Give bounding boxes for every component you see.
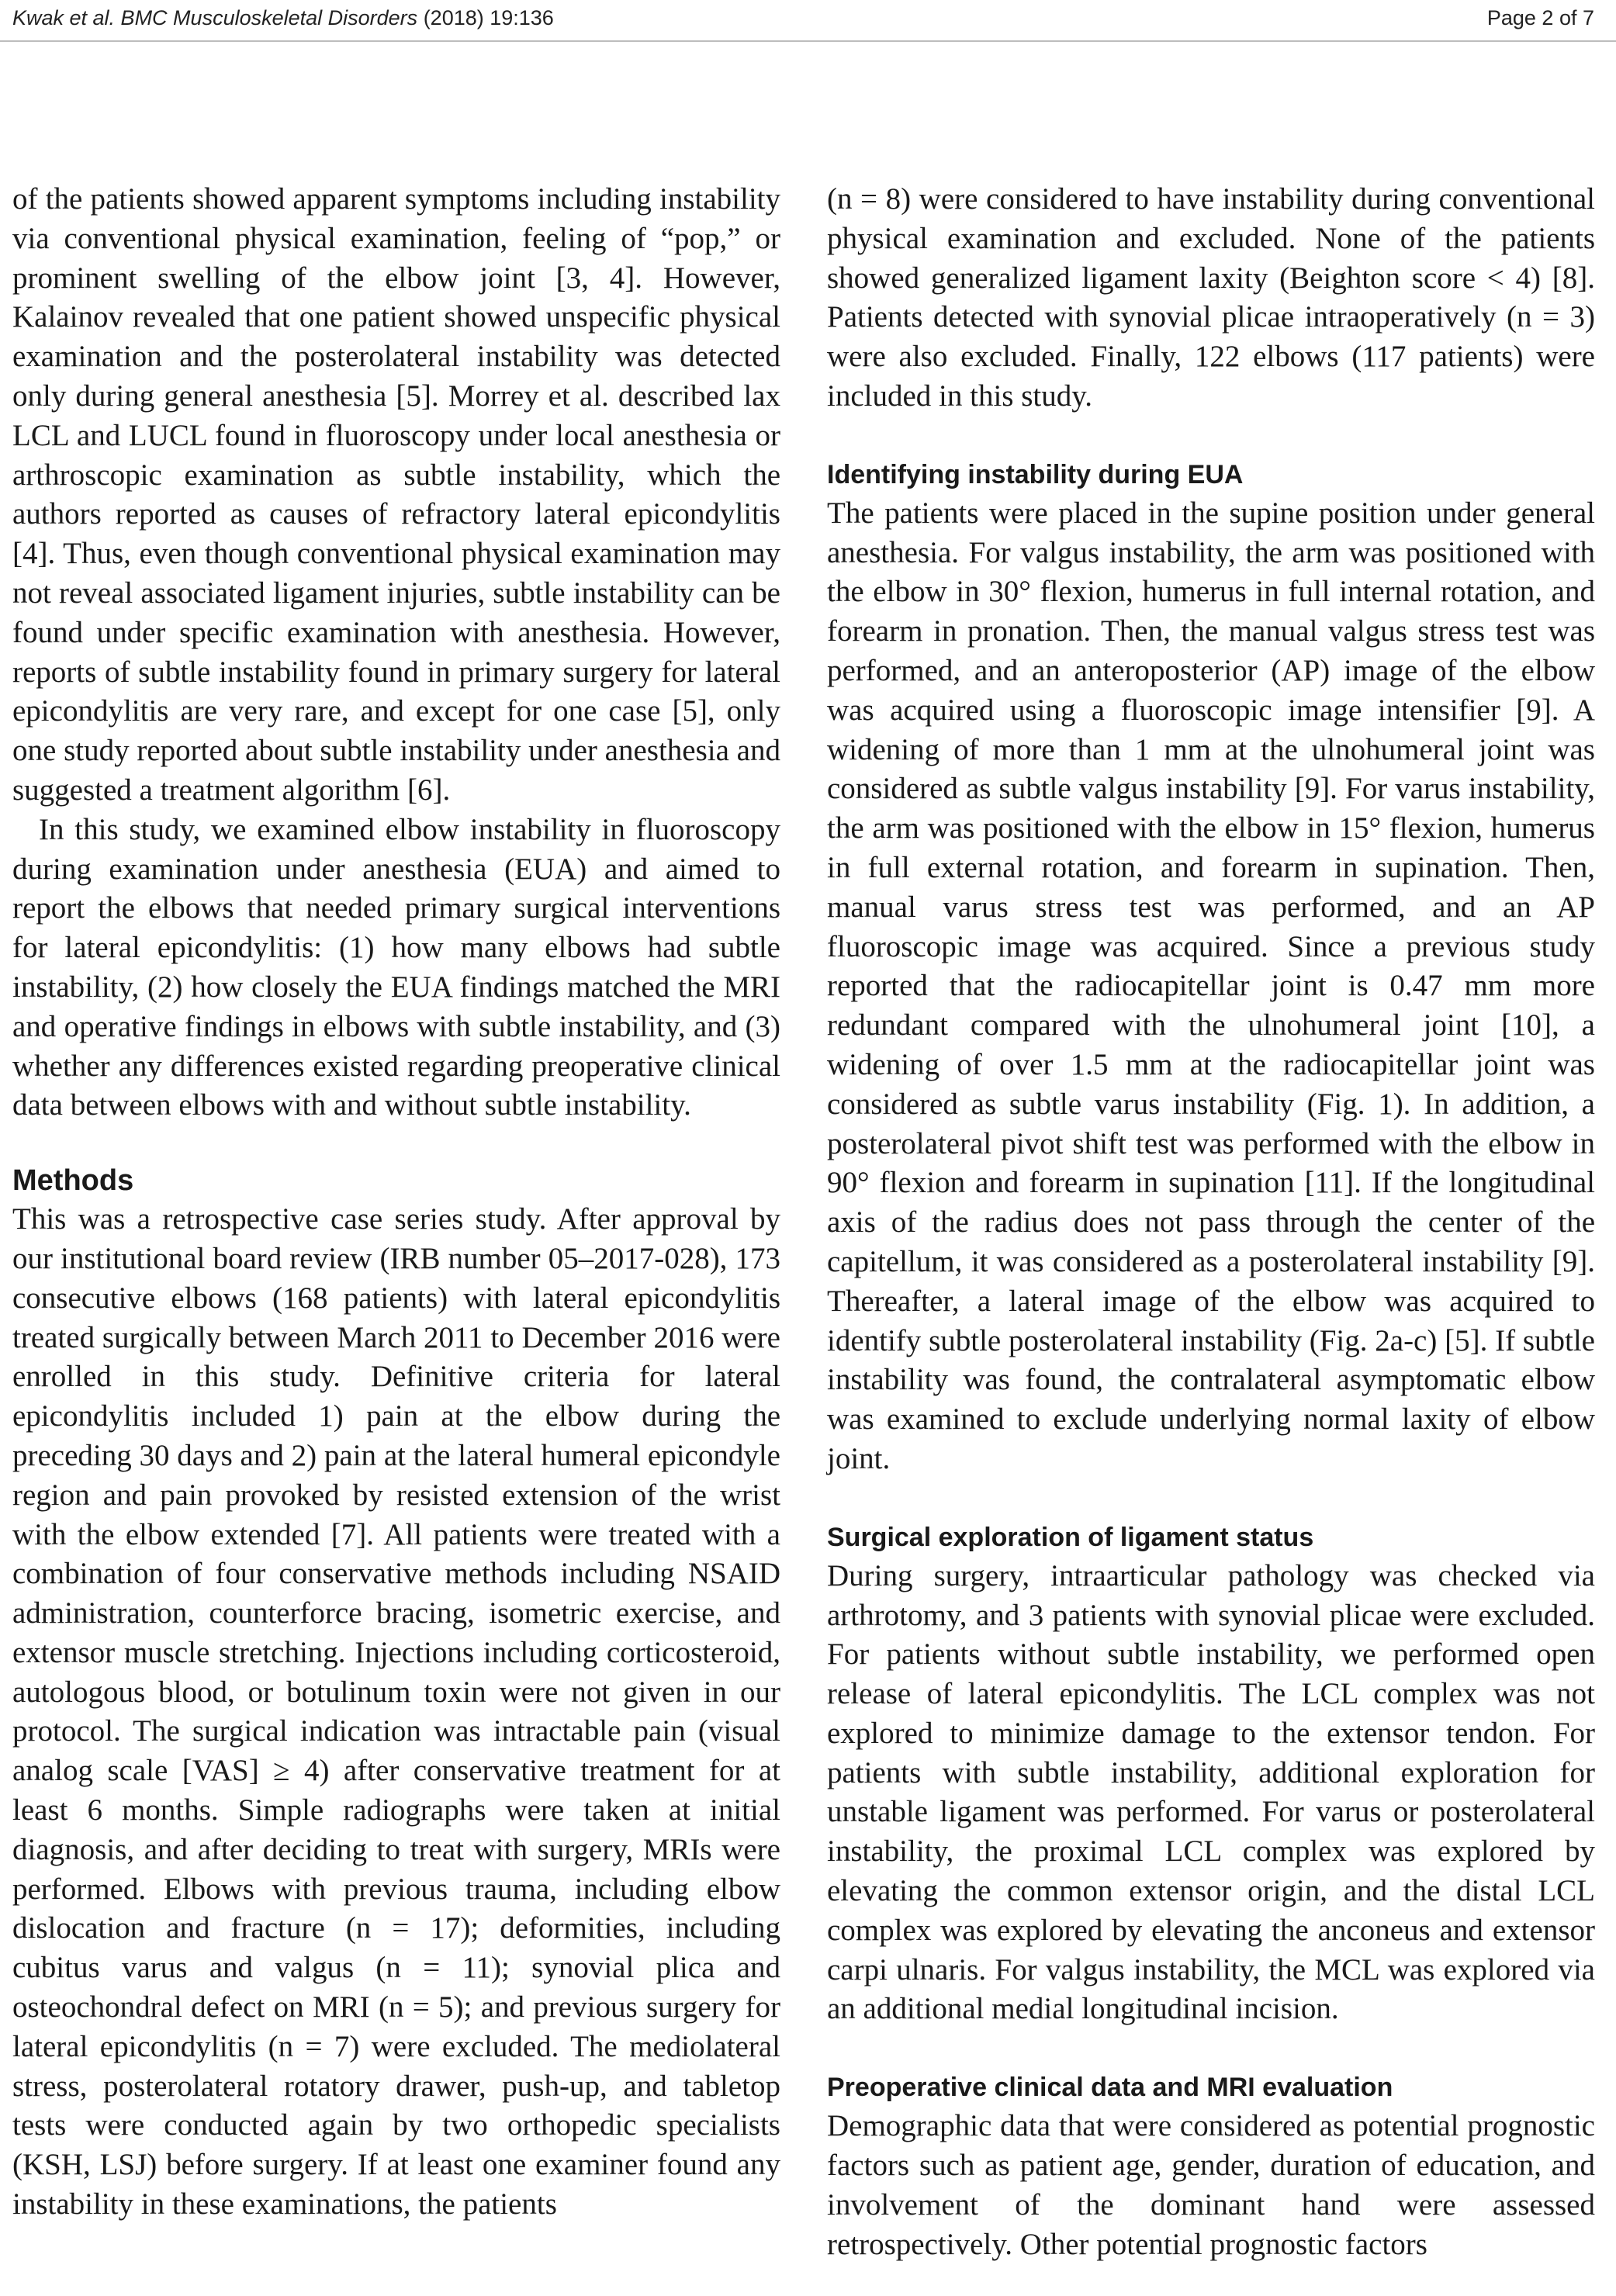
subheading-preoperative-data: Preoperative clinical data and MRI evaluation: [827, 2073, 1393, 2103]
methods-paragraph-1: This was a retrospective case series study. After approval by our institutional board review (IRB number 05–2017-028), 173 consecutive elbows (168 patients) with lateral epicondylitis treated surgically between March 2011 to December 2016 were enrolled in this study. Definitive criteria for lateral epicondylitis included 1) pain at the elbow during the preceding 30 days and 2) pain at the lateral humeral epicondyle region and pain provoked by resisted extension of the wrist with the elbow extended [7]. All patients were treated with a combination of four conservative methods including NSAID administration, counterforce bracing, isometric exercise, and extensor muscle stretching. Injections including corticosteroid, autologous blood, or botulinum toxin were not given in our protocol. The surgical indication was intractable pain (visual analog scale [VAS] ≥ 4) after conservative treatment for at least 6 months. Simple radiographs were taken at initial diagnosis, and after deciding to treat with surgery, MRIs were performed. Elbows with previous trauma, including elbow dislocation and fracture (n = 17); deformities, including cubitus varus and valgus (n = 11); synovial plica and osteochondral defect on MRI (n = 5); and previous surgery for lateral epicondylitis (n = 7) were excluded. The mediolateral stress, posterolateral rotatory drawer, push-up, and tabletop tests were conducted again by two orthopedic specialists (KSH, LSJ) before surgery. If at least one examiner found any instability in these examinations, the patients: [12, 1202, 780, 2222]
subheading-eua: Identifying instability during EUA: [827, 459, 1244, 489]
page-number: Page 2 of 7: [1486, 6, 1594, 29]
journal-year-volume: (2018) 19:136: [417, 6, 554, 29]
preoperative-paragraph: Demographic data that were considered as potential prognostic factors such as patient age, gender, duration of education, and involvement of the dominant hand were assessed retrospectively. Other potential prognostic factors: [827, 2109, 1595, 2261]
running-header: [0, 0, 1616, 42]
eua-paragraph: The patients were placed in the supine position under general anesthesia. For valgus instability, the arm was positioned with the elbow in 30° flexion, humerus in full internal rotation, and forearm in pronation. Then, the manual valgus stress test was performed, and an anteroposterior (AP) image of the elbow was acquired using a fluoroscopic image intensifier [9]. A widening of more than 1 mm at the ulnohumeral joint was considered as subtle valgus instability [9]. For varus instability, the arm was positioned with the elbow in 15° flexion, humerus in full external rotation, and forearm in supination. Then, manual varus stress test was performed, and an AP fluoroscopic image was acquired. Since a previous study reported that the radiocapitellar joint is 0.47 mm more redundant compared with the ulnohumeral joint [10], a widening of over 1.5 mm at the radiocapitellar joint was considered as subtle varus instability (Fig. 1). In addition, a posterolateral pivot shift test was performed with the elbow in 90° flexion and forearm in supination [11]. If the longitudinal axis of the radius does not pass through the center of the capitellum, it was considered as a posterolateral instability [9]. Thereafter, a lateral image of the elbow was acquired to identify subtle posterolateral instability (Fig. 2a-c) [5]. If subtle instability was found, the contralateral asymptomatic elbow was examined to exclude underlying normal laxity of elbow joint.: [827, 496, 1595, 1475]
journal-citation: [12, 6, 554, 30]
right-column: [827, 180, 1595, 2264]
left-column: [12, 180, 780, 2225]
subheading-surgical-exploration: Surgical exploration of ligament status: [827, 1522, 1314, 1552]
intro-paragraph-2: In this study, we examined elbow instability in fluoroscopy during examination under anesthesia (EUA) and aimed to report the elbows that needed primary surgical interventions for lateral epicondylitis: (1) how many elbows had subtle instability, (2) how closely the EUA findings matched the MRI and operative findings in elbows with subtle instability, and (3) whether any differences existed regarding preoperative clinical data between elbows with and without subtle instability.: [12, 812, 780, 1122]
intro-paragraph-1: of the patients showed apparent symptoms including instability via conventional physical examination, feeling of “pop,” or prominent swelling of the elbow joint [3, 4]. However, Kalainov revealed that one patient showed unspecific physical examination and the posterolateral instability was detected only during general anesthesia [5]. Morrey et al. described lax LCL and LUCL found in fluoroscopy under local anesthesia or arthroscopic examination as subtle instability, which the authors reported as causes of refractory lateral epicondylitis [4]. Thus, even though conventional physical examination may not reveal associated ligament injuries, subtle instability can be found under specific examination with anesthesia. However, reports of subtle instability found in primary surgery for lateral epicondylitis are very rare, and except for one case [5], only one study reported about subtle instability under anesthesia and suggested a treatment algorithm [6].: [12, 182, 780, 807]
journal-name: Kwak et al. BMC Musculoskeletal Disorders: [12, 6, 418, 29]
methods-paragraph-2: (n = 8) were considered to have instability during conventional physical examination and excluded. None of the patients showed generalized ligament laxity (Beighton score < 4) [8]. Patients detected with synovial plicae intraoperatively (n = 3) were also excluded. Finally, 122 elbows (117 patients) were included in this study.: [827, 182, 1595, 413]
methods-heading: Methods: [12, 1164, 134, 1198]
surgical-exploration-paragraph: During surgery, intraarticular pathology was checked via arthrotomy, and 3 patients with synovial plicae were excluded. For patients without subtle instability, we performed open release of lateral epicondylitis. The LCL complex was not explored to minimize damage to the extensor tendon. For patients with subtle instability, additional exploration for unstable ligament was performed. For varus or posterolateral instability, the proximal LCL complex was explored by elevating the common extensor origin, and the distal LCL complex was explored by elevating the anconeus and extensor carpi ulnaris. For valgus instability, the MCL was explored via an additional medial longitudinal incision.: [827, 1558, 1595, 2026]
